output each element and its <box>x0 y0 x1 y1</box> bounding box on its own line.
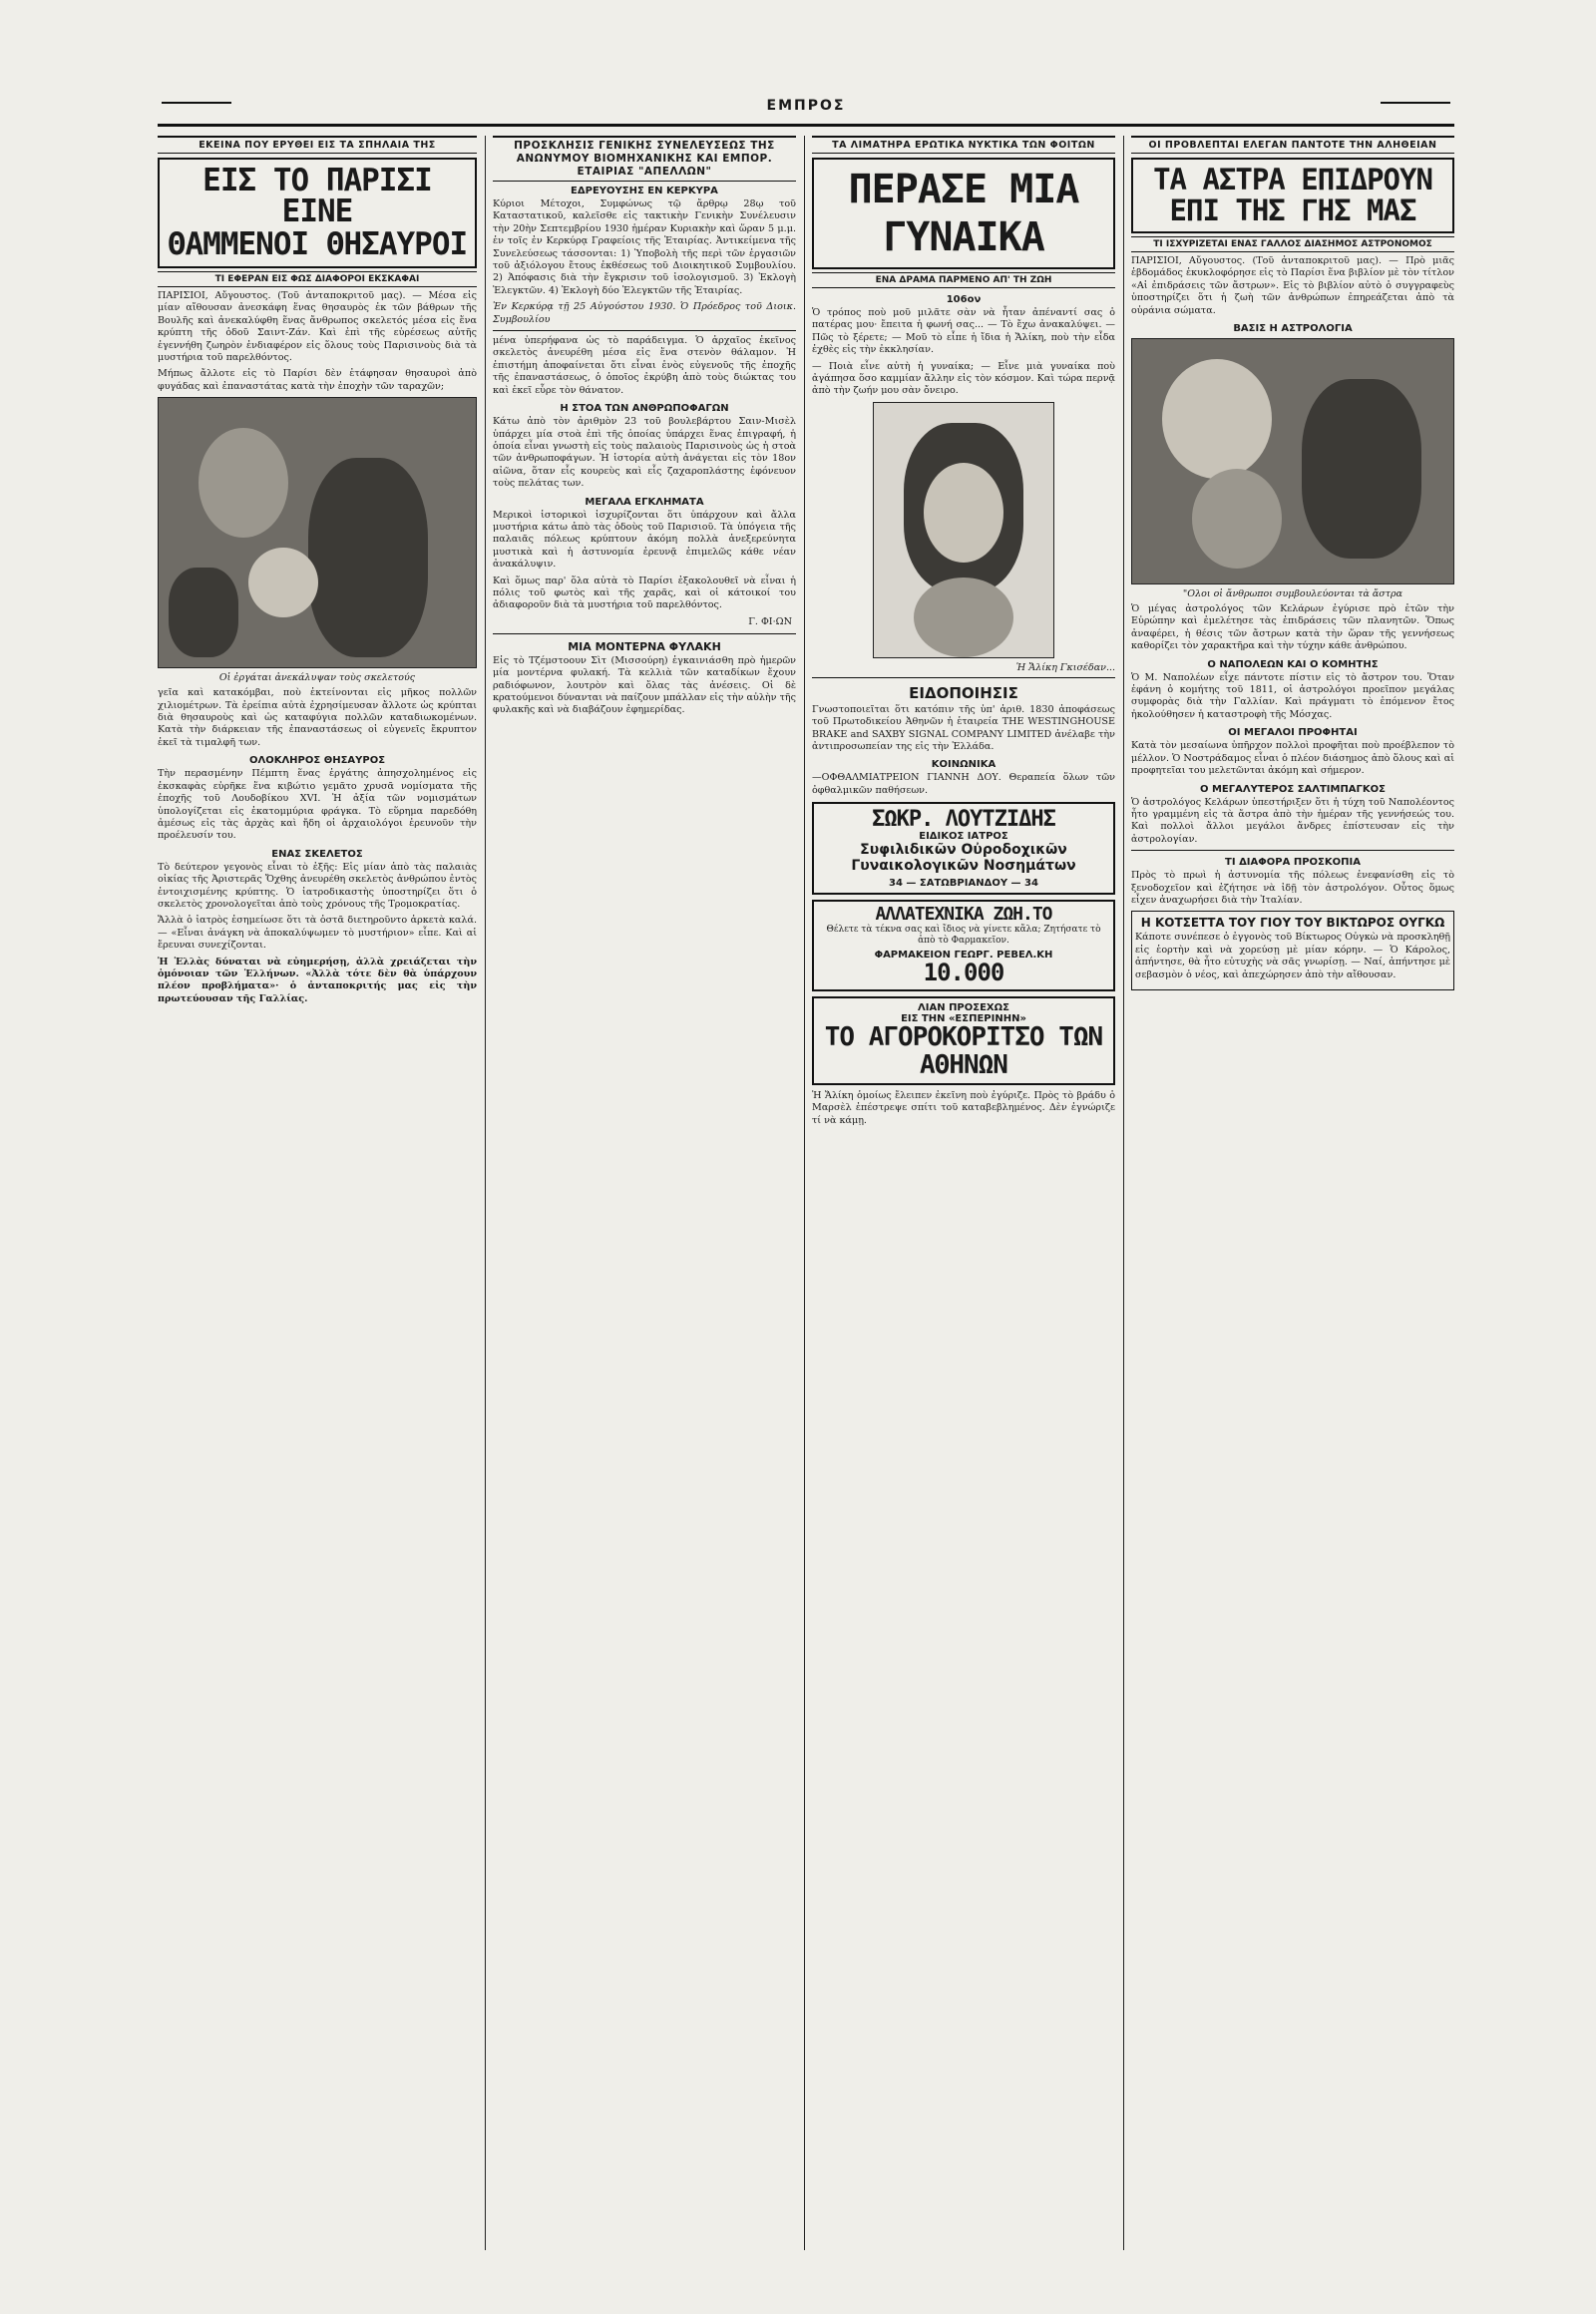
article-deck: ΤΙ ΙΣΧΥΡΙΖΕΤΑΙ ΕΝΑΣ ΓΑΛΛΟΣ ΔΙΑΣΗΜΟΣ ΑΣΤΡΟΝΟΜΟΣ <box>1131 236 1454 252</box>
notice-subtitle: ΕΔΡΕΥΟΥΣΗΣ ΕΝ ΚΕΡΚΥΡΑ <box>571 186 718 196</box>
notice-signature: Ἐν Κερκύρᾳ τῇ 25 Αὐγούστου 1930. Ὁ Πρόεδρος τοῦ Διοικ. Συμβουλίου <box>493 301 796 325</box>
section-subheading: Ο ΜΕΓΑΛΥΤΕΡΟΣ ΣΑΛΤΙΜΠΑΓΚΟΣ <box>1199 783 1386 795</box>
column-stars <box>1131 136 1454 2250</box>
divider <box>1131 850 1454 851</box>
column-notice-and-stories <box>493 136 796 2250</box>
serial-advertisement <box>812 996 1115 1085</box>
doctor-address: 34 — ΣΑΤΩΒΡΙΑΝΔΟΥ — 34 <box>889 878 1038 890</box>
article-paragraph: ΠΑΡΙΣΙΟΙ, Αὔγουστος. (Τοῦ ἀνταποκριτοῦ μας). — Πρὸ μιᾶς ἑβδομάδος ἐκυκλοφόρησε εἰς τὸ Παρίσι ἕνα βιβλίον μὲ τὸν τίτλον «Αἱ ἐπιδράσεις τῶν ἄστρων». Εἰς τὸ βιβλίον αὐτὸ ὁ συγγραφεὺς ὑποστηρίζει ὅτι ἡ ζωὴ τῶν ἀνθρώπων ἐπηρεάζεται ἀπὸ τὰ οὐράνια σώματα. <box>1131 255 1454 316</box>
article-paragraph: Ἡ Ἄλίκη ὁμοίως ἔλειπεν ἐκεῖνη ποὺ ἐγύριζε. Πρὸς τὸ βράδυ ὁ Μαρσὲλ ἐπέστρεψε σπίτι τοῦ καταβεβλημένος. Δὲν ἐγνώριζε τί νὰ κάμῃ. <box>812 1090 1115 1126</box>
notice-title: ΕΙΔΟΠΟΙΗΣΙΣ <box>909 683 1018 702</box>
pharmacy-body: Θέλετε τὰ τέκνα σας καὶ ἴδιος νὰ γίνετε κἄλα; Ζητήσατε τὸ ἀπὸ τὸ Φαρμακεῖον. <box>826 925 1101 947</box>
article-paragraph: Μερικοὶ ἱστορικοὶ ἰσχυρίζονται ὅτι ὑπάρχουν καὶ ἄλλα μυστήρια κάτω ἀπὸ τὰς ὁδοὺς τοῦ Παρισιοῦ. Τὰ ὑπόγεια τῆς παλαιᾶς πόλεως κρύπτουν ἀκόμη πολλὰ ἀνεξερεύνητα μυστικὰ καὶ ἡ ἀστυνομία ἐρευνᾷ ἐπιμελῶς κάθε νέαν ἀνακάλυψιν. <box>493 509 796 571</box>
workers-photo <box>158 397 477 668</box>
column-paris-treasures <box>158 136 477 2250</box>
section-subheading: ΒΑΣΙΣ Η ΑΣΤΡΟΛΟΓΙΑ <box>1233 323 1353 335</box>
article-paragraph: Ἄλλὰ ὁ ἰατρὸς ἐσημείωσε ὅτι τὰ ὀστᾶ διετηροῦντο ἀρκετὰ καλά. — «Εἶναι ἀνάγκη νὰ ἀποκαλύψωμεν τὸ μυστήριον» εἶπε. Καὶ αἱ ἔρευναι συνεχίζονται. <box>158 915 477 952</box>
notice-title: ΠΡΟΣΚΛΗΣΙΣ ΓΕΝΙΚΗΣ ΣΥΝΕΛΕΥΣΕΩΣ ΤΗΣ ΑΝΩΝΥΜΟΥ ΒΙΟΜΗΧΑΝΙΚΗΣ ΚΑΙ ΕΜΠΟΡ. ΕΤΑΙΡΙΑΣ "ΑΠΕΛΛΩΝ" <box>493 136 796 182</box>
section-subheading: Η ΣΤΟΑ ΤΩΝ ΑΝΘΡΩΠΟΦΑΓΩΝ <box>560 403 729 415</box>
serial-ad-paper: ΕΙΣ ΤΗΝ «ΕΣΠΕΡΙΝΗΝ» <box>901 1013 1026 1025</box>
masthead-rule-right <box>1381 102 1450 104</box>
notice-body: Κύριοι Μέτοχοι, Συμφώνως τῷ ἄρθρῳ 28ῳ τοῦ Καταστατικοῦ, καλεῖσθε εἰς τακτικὴν Γενικὴν Συνέλευσιν τὴν 20ὴν Σεπτεμβρίου 1930 ἡμέραν Κυριακὴν καὶ ὥραν 5 μ.μ. ἐν τοῖς ἐν Κερκύρᾳ Γραφείοις τῆς Ἑταιρίας. Ἀντικείμενα τῆς Συνελεύσεως τάσσονται: 1) Ὑποβολὴ τῆς περὶ τῶν ἐργασιῶν τοῦ ἀξιόλογου ἔτους ἐκθέσεως τοῦ Διοικητικοῦ Συμβουλίου. 2) Ἀπόφασις διὰ τὴν ἔγκρισιν τοῦ ἰσολογισμοῦ. 3) Ἐκλογὴ Ἐλεγκτῶν. 4) Ἐκλογὴ δύο Ἐλεγκτῶν τῆς Ἑταιρίας. <box>493 198 796 296</box>
section-subheading: ΟΛΟΚΛΗΡΟΣ ΘΗΣΑΥΡΟΣ <box>248 755 386 767</box>
pharmacy-price: 10.000 <box>923 959 1004 987</box>
newspaper-page <box>158 96 1454 2250</box>
astrology-photo <box>1131 338 1454 584</box>
section-tag: ΚΟΙΝΩΝΙΚΑ <box>931 759 997 771</box>
social-note: —ΟΦΘΑΛΜΙΑΤΡΕΙΟΝ ΓΙΑΝΝΗ ΔΟΥ. Θεραπεία ὅλων τῶν ὀφθαλμικῶν παθήσεων. <box>812 772 1115 796</box>
article-headline: ΤΑ ΑΣΤΡΑ ΕΠΙΔΡΟΥΝ <box>1153 163 1432 196</box>
article-paragraph: Τὴν περασμένην Πέμπτη ἕνας ἐργάτης ἀπησχολημένος εἰς ἐκσκαφὰς εὑρῆκε ἕνα κιβώτιο γεμᾶτο χρυσᾶ νομίσματα τῆς ἐποχῆς τοῦ Λουδοβίκου XVI. Ἡ ἀξία τῶν νομισμάτων ὑπολογίζεται εἰς ἑκατομμύρια φράγκα. Τὸ εὕρημα παρεδόθη ἀμέσως εἰς τὰς ἀρχὰς καὶ ἤδη οἱ ἀρχαιολόγοι ἐρευνοῦν τὴν προέλευσίν του. <box>158 768 477 842</box>
column-rule <box>1123 136 1124 2250</box>
headline-box <box>812 158 1115 269</box>
article-paragraph: μένα ὑπερήφανα ὡς τὸ παράδειγμα. Ὁ ἀρχαῖος ἐκεῖνος σκελετὸς ἀνευρέθη μέσα εἰς ἕνα στενὸν θάλαμον. Ἡ ἐπιστήμη ἀποφαίνεται ὅτι εἶναι ἑνὸς εὐγενοῦς τῆς ἐποχῆς τῆς ἐπαναστάσεως, ὁ ὁποῖος ἐκρύβη ἀπὸ τοὺς διώκτας του καὶ ἐκεῖ εὗρε τὸν θάνατον. <box>493 335 796 396</box>
photo-caption: "Ολοι οἱ ἄνθρωποι συμβουλεύονται τὰ ἄστρα <box>1182 588 1403 600</box>
article-headline: ΘΑΜΜΕΝΟΙ ΘΗΣΑΥΡΟΙ <box>167 226 468 262</box>
column-serial-and-ads <box>812 136 1115 2250</box>
notice-body: Γνωστοποιεῖται ὅτι κατόπιν τῆς ὑπ' ἀριθ. 1830 ἀποφάσεως τοῦ Πρωτοδικείου Ἀθηνῶν ἡ ἑταιρεία THE WESTINGHOUSE BRAKE and SAXBY SIGNAL COMPANY LIMITED ἀνέλαβε τὴν ἀντιπροσωπείαν της εἰς τὴν Ἑλλάδα. <box>812 703 1115 753</box>
pharmacy-headline: ΑΛΛΑΤΕΧΝΙΚΑ ΖΩΗ.ΤΟ <box>875 904 1052 926</box>
section-subheading: ΟΙ ΜΕΓΑΛΟΙ ΠΡΟΦΗΤΑΙ <box>1228 727 1358 739</box>
article-paragraph: Ὁ ἀστρολόγος Κελάρων ὑπεστήριξεν ὅτι ἡ τύχη τοῦ Ναπολέοντος ἦτο γραμμένη εἰς τὰ ἄστρα ἀπὸ τὴν ἡμέραν τῆς γεννήσεώς του. Καὶ πολλοὶ ἄλλοι μεγάλοι ἄνδρες ἐπίστευσαν εἰς τὴν ἀστρολογίαν. <box>1131 796 1454 845</box>
article-paragraph: Τὸ δεύτερον γεγονὸς εἶναι τὸ ἑξῆς: Εἰς μίαν ἀπὸ τὰς παλαιὰς οἰκίας τῆς Ἀριστερᾶς Ὄχθης ἀνευρέθη σκελετὸς ἀνθρώπου ἐντὸς ἐντοιχισμένης κρύπτης. Ὁ ἰατροδικαστὴς ὑποστηρίζει ὅτι ὁ σκελετὸς χρονολογεῖται ἀπὸ τοὺς χρόνους τῆς Τρομοκρατίας. <box>158 861 477 910</box>
doctor-title: ΕΙΔΙΚΟΣ ΙΑΤΡΟΣ <box>919 831 1008 843</box>
section-subheading: ΕΝΑΣ ΣΚΕΛΕΤΟΣ <box>271 848 363 860</box>
article-paragraph: γεῖα καὶ κατακόμβαι, ποὺ ἐκτείνονται εἰς μῆκος πολλῶν χιλιομέτρων. Τὰ ἐρείπια αὐτὰ ἐχρησίμευσαν ἄλλοτε ὡς κρύπται διὰ θησαυροὺς καὶ ὡς καταφύγια πολλῶν καταδιωκομένων. Κατὰ τὴν διάρκειαν τῆς ἐπαναστάσεως οἱ εὐγενεῖς ἔκρυπτον ἐκεῖ τὰ τιμαλφῆ των. <box>158 687 477 748</box>
article-paragraph: Ὁ τρόπος ποὺ μοῦ μιλᾶτε σὰν νὰ ἦταν ἀπέναντί σας ὁ πατέρας μου· ἔπειτα ἡ φωνή σας... — Τὸ ἔχω ἀνακαλύψει. — Πῶς τὸ ξέρετε; — Μοῦ τὸ εἶπε ἡ ἴδια ἡ Ἄλίκη, ποὺ τὴν εἶδα ἐχθὲς εἰς τὴν ἐκκλησίαν. <box>812 307 1115 356</box>
author-signature: Γ. ΦΙ·ΩΝ <box>748 615 792 627</box>
article-paragraph: Ὁ Μ. Ναπολέων εἶχε πάντοτε πίστιν εἰς τὸ ἄστρον του. Ὅταν ἐφάνη ὁ κομήτης τοῦ 1811, οἱ ἀστρολόγοι προεῖπον μεγάλας συμφορὰς διὰ τὴν Γαλλίαν. Καὶ πράγματι τὸ ἑπόμενον ἔτος ἠκολούθησεν ἡ καταστροφὴ τῆς Μόσχας. <box>1131 671 1454 720</box>
masthead-title: ΕΜΠΡΟΣ <box>766 98 846 114</box>
article-kicker: ΤΑ ΛΙΜΑΤΗΡΑ ΕΡΩΤΙΚΑ ΝΥΚΤΙΚΑ ΤΩΝ ΦΟΙΤΩΝ <box>812 136 1115 154</box>
article-closing: Ἡ Ἑλλὰς δύναται νὰ εὐημερήσῃ, ἀλλὰ χρειάζεται τὴν ὁμόνοιαν τῶν Ἑλλήνων. «Ἀλλὰ τότε δὲν θὰ ὑπάρχουν πλέον προβλήματα»· ὁ ἀνταποκριτής μας εἰς τὴν πρωτεύουσαν τῆς Γαλλίας. <box>158 956 477 1004</box>
article-headline: ΕΠΙ ΤΗΣ ΓΗΣ ΜΑΣ <box>1169 193 1416 227</box>
column-rule <box>485 136 486 2250</box>
portrait-photo <box>873 402 1054 658</box>
section-subheading: ΜΙΑ ΜΟΝΤΕΡΝΑ ΦΥΛΑΚΗ <box>568 639 721 653</box>
doctor-specialty: Συφιλιδικῶν Οὐροδοχικῶν Γυναικολογικῶν Νοσημάτων <box>851 842 1076 875</box>
article-paragraph: — Ποιὰ εἶνε αὐτὴ ἡ γυναίκα; — Εἶνε μιὰ γυναίκα ποὺ ἀγάπησα ὅσο καμμίαν ἄλλην εἰς τὸν κόσμον. Καὶ τώρα περνᾷ ἀπὸ τὴν ζωήν μου σὰν ὄνειρο. <box>812 360 1115 397</box>
article-headline: ΕΙΣ ΤΟ ΠΑΡΙΣΙ ΕΙΝΕ <box>202 163 432 229</box>
article-paragraph: Εἰς τὸ Τζέμστοουν Σὶτ (Μισσούρη) ἐγκαινιάσθη πρὸ ἡμερῶν μία μοντέρνα φυλακή. Τὰ κελλιὰ τῶν καταδίκων ἔχουν ραδιόφωνον, λουτρὸν καὶ ὅλας τὰς ἀνέσεις. Οἱ δὲ κρατούμενοι δύνανται νὰ παίζουν μπάλλαν εἰς τὴν αὐλὴν τῆς φυλακῆς καὶ νὰ διαβάζουν ἐφημερίδας. <box>493 654 796 716</box>
sidebar-title: Η ΚΟΤΣΕΤΤΑ ΤΟΥ ΓΙΟΥ ΤΟΥ ΒΙΚΤΩΡΟΣ ΟΥΓΚΩ <box>1140 916 1445 931</box>
article-paragraph: Πρὸς τὸ πρωὶ ἡ ἀστυνομία τῆς πόλεως ἐνεφανίσθη εἰς τὸ ξενοδοχεῖον καὶ ἐζήτησε νὰ ἰδῇ τὸν ἀστρολόγον. Οὗτος ὅμως εἶχεν ἀναχωρήσει διὰ τὴν Ἰταλίαν. <box>1131 870 1454 906</box>
column-rule <box>804 136 805 2250</box>
doctor-advertisement <box>812 802 1115 895</box>
serial-headline: ΠΕΡΑΣΕ ΜΙΑ ΓΥΝΑΙΚΑ <box>848 167 1079 260</box>
article-deck: ΤΙ ΕΦΕΡΑΝ ΕΙΣ ΦΩΣ ΔΙΑΦΟΡΟΙ ΕΚΣΚΑΦΑΙ <box>158 271 477 287</box>
headline-box <box>1131 158 1454 233</box>
article-paragraph: Ὁ μέγας ἀστρολόγος τῶν Κελάρων ἐγύρισε πρὸ ἐτῶν τὴν Εὐρώπην καὶ ἐμελέτησε τὰς ἐπιδράσεις τῶν πλανητῶν. Ὅπως ἀναφέρει, ἡ θέσις τῶν ἄστρων κατὰ τὴν ὥραν τῆς γεννήσεως καθορίζει τὸν χαρακτῆρα καὶ τὴν τύχην κάθε ἀνθρώπου. <box>1131 603 1454 652</box>
doctor-name: ΣΩΚΡ. ΛΟΥΤΖΙΔΗΣ <box>872 807 1055 833</box>
article-kicker: ΟΙ ΠΡΟΒΛΕΠΤΑΙ ΕΛΕΓΑΝ ΠΑΝΤΟΤΕ ΤΗΝ ΑΛΗΘΕΙΑΝ <box>1131 136 1454 154</box>
sidebar-body: Κάποτε συνέπεσε ὁ ἐγγονὸς τοῦ Βίκτωρος Οὐγκὼ νὰ προσκληθῇ εἰς ἑορτὴν καὶ νὰ χορεύσῃ μὲ μίαν κόρην. — Ὁ Κάρολος, ἀπήντησε, θὰ ἦτο εὐτυχὴς νὰ σᾶς γνωρίσῃ. — Ναί, ἀπήντησε μὲ σεβασμὸν ὁ νέος, καὶ ἀπεχώρησεν ἀπὸ τὴν αἴθουσαν. <box>1135 932 1450 980</box>
section-subheading: Ο ΝΑΠΟΛΕΩΝ ΚΑΙ Ο ΚΟΜΗΤΗΣ <box>1207 658 1379 670</box>
section-subheading: ΜΕΓΑΛΑ ΕΓΚΛΗΜΑΤΑ <box>585 496 704 508</box>
article-paragraph: Μήπως ἄλλοτε εἰς τὸ Παρίσι δὲν ἐτάφησαν θησαυροὶ ἀπὸ φυγάδας καὶ ἐπαναστάτας κατὰ τὴν ἐποχὴν τῶν ταραχῶν; <box>158 368 477 392</box>
serial-ad-title: ΤΟ ΑΓΟΡΟΚΟΡΙΤΣΟ ΤΩΝ ΑΘΗΝΩΝ <box>824 1022 1103 1080</box>
article-paragraph: Καὶ ὅμως παρ' ὅλα αὐτὰ τὸ Παρίσι ἐξακολουθεῖ νὰ εἶναι ἡ πόλις τοῦ φωτὸς καὶ τῆς χαρᾶς, καὶ οἱ κάτοικοί του ἀδιαφοροῦν διὰ τὰ μυστήρια τοῦ παρελθόντος. <box>493 575 796 611</box>
chapter-number: 106ον <box>946 294 982 305</box>
divider <box>493 633 796 634</box>
masthead <box>158 96 1454 127</box>
divider <box>812 677 1115 678</box>
section-subheading: ΤΙ ΔΙΑΦΟΡΑ ΠΡΟΣΚΟΠΙΑ <box>1225 857 1361 869</box>
article-kicker: ΕΚΕΙΝΑ ΠΟΥ ΕΡΥΘΕΙ ΕΙΣ ΤΑ ΣΠΗΛΑΙΑ ΤΗΣ <box>158 136 477 154</box>
article-paragraph: ΠΑΡΙΣΙΟΙ, Αὔγουστος. (Τοῦ ἀνταποκριτοῦ μας). — Μέσα εἰς μίαν αἴθουσαν ἀνεσκάφη ἕνας θησαυρὸς ἐκ τῶν βάθρων τῆς Βουλῆς καὶ ἀνεκαλύφθη ἕνας ἄνθρωπος σκελετός μέσα εἰς ἕνα κρύπτη τῆς ὁδοῦ Σαιντ-Ζάν. Καὶ ἐπὶ τῆς εὑρέσεως αὐτῆς ἐγεννήθη ζωηρὸν ἐνδιαφέρον εἰς ὅλους τοὺς Παρισινοὺς διὰ τὰ μυστήρια τοῦ παρελθόντος. <box>158 290 477 364</box>
pharmacy-advertisement <box>812 900 1115 991</box>
article-deck: ΕΝΑ ΔΡΑΜΑ ΠΑΡΜΕΝΟ ΑΠ' ΤΗ ΖΩΗ <box>812 272 1115 288</box>
photo-caption: Οἱ ἐργάται ἀνεκάλυψαν τοὺς σκελετούς <box>218 672 416 684</box>
article-paragraph: Κατὰ τὸν μεσαίωνα ὑπῆρχον πολλοὶ προφῆται ποὺ προέβλεπον τὸ μέλλον. Ὁ Νοστράδαμος εἶναι ὁ πλέον διάσημος ἀπὸ ὅλους καὶ αἱ προφητεῖαι του μελετῶνται ἀκόμη καὶ σήμερον. <box>1131 740 1454 777</box>
sidebar-story <box>1131 911 1454 990</box>
article-paragraph: Κάτω ἀπὸ τὸν ἀριθμὸν 23 τοῦ βουλεβάρτου Σαιν-Μισὲλ ὑπάρχει μία στοὰ ἐπὶ τῆς ὁποίας ὑπάρχει ἕνας ἐπιγραφή, ἡ ὁποία εἶναι γνωστὴ εἰς τοὺς παλαιοὺς Παρισινοὺς ὡς ἡ στοὰ τῶν ἀνθρωποφάγων. Ἡ ἱστορία αὐτὴ ἀνάγεται εἰς τὸν 18ον αἰῶνα, ὅταν εἷς κουρεὺς καὶ εἷς ζαχαροπλάστης ἐφόνευον τοὺς πελάτας των. <box>493 416 796 490</box>
pharmacy-name: ΦΑΡΜΑΚΕΙΟΝ ΓΕΩΡΓ. ΡΕΒΕΛ.ΚΗ <box>874 950 1053 962</box>
divider <box>493 330 796 331</box>
headline-box <box>158 158 477 268</box>
serial-ad-label: ΛΙΑΝ ΠΡΟΣΕΧΩΣ <box>918 1002 1009 1014</box>
photo-caption: Ἡ Ἄλίκη Γκισέδαν... <box>1015 661 1115 673</box>
